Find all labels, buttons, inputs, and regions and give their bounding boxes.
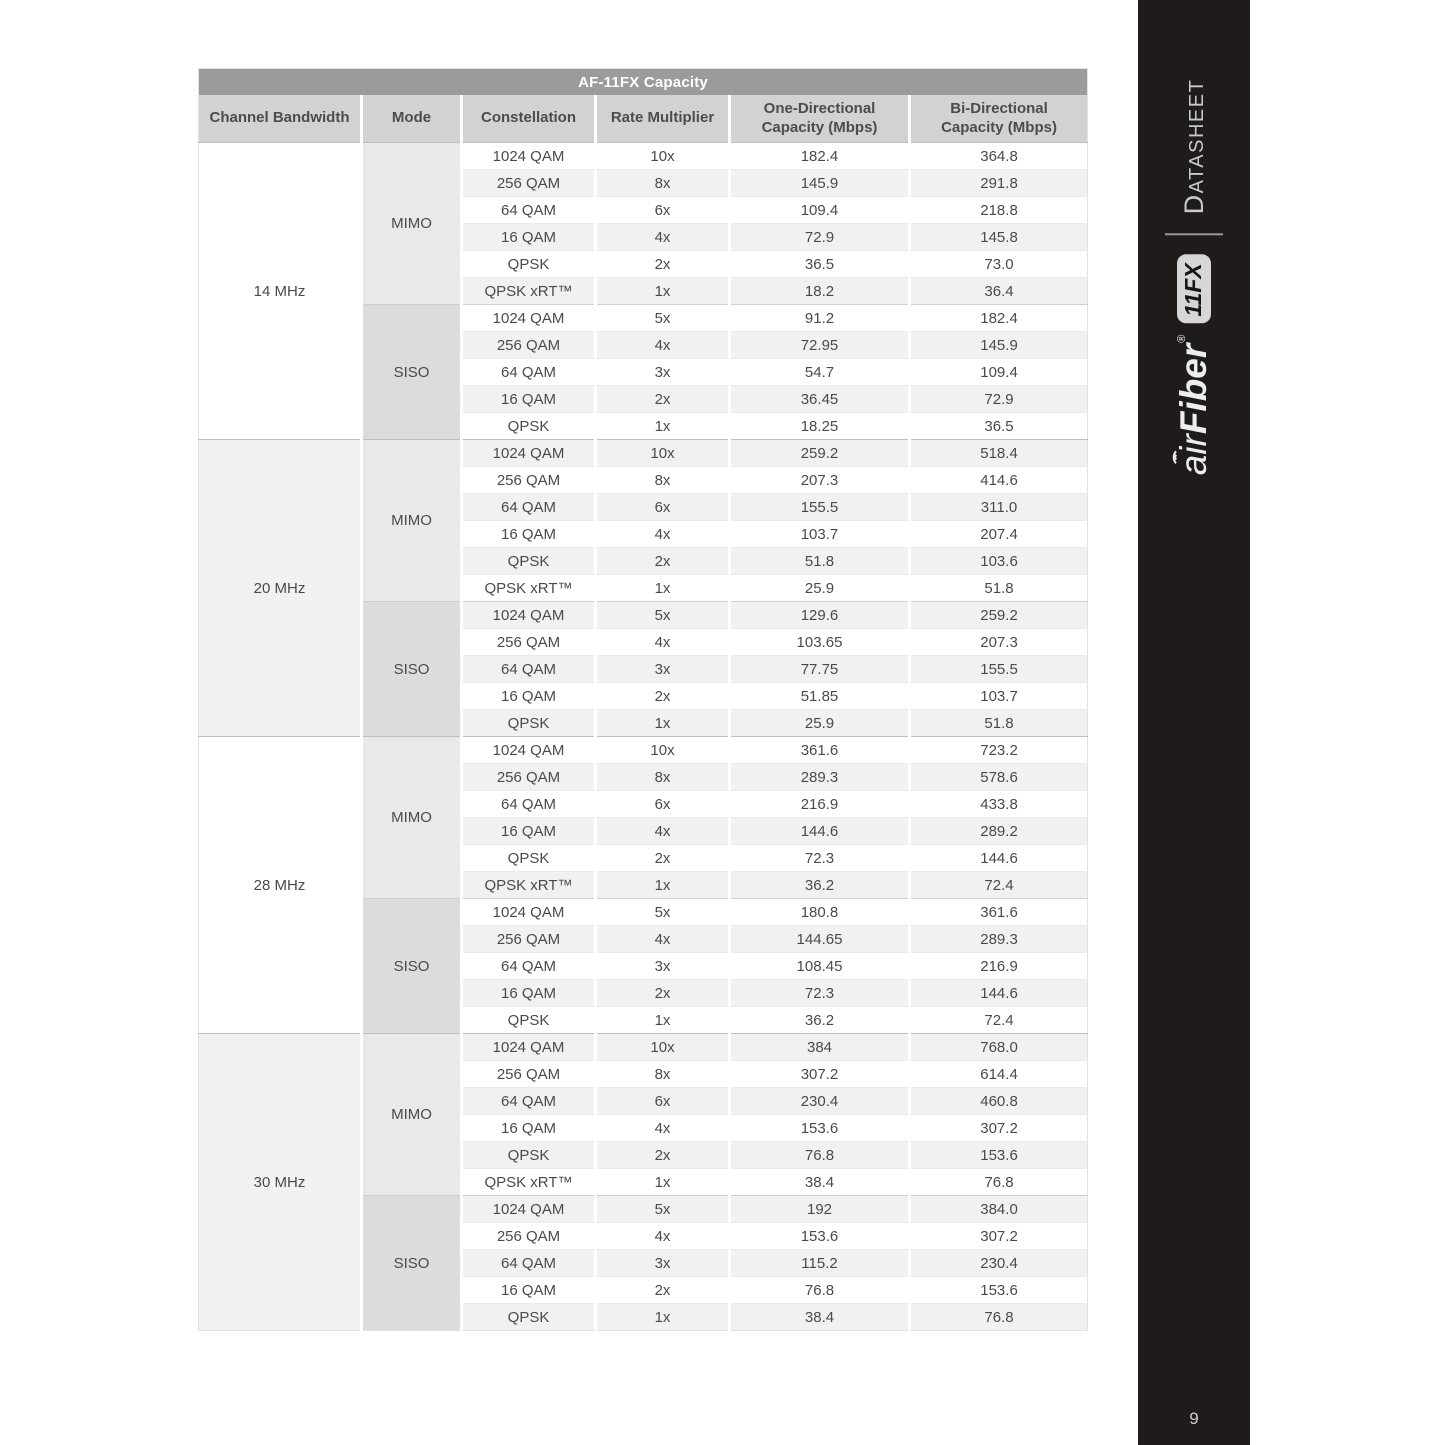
rate-multiplier-cell: 2x [596, 1277, 730, 1304]
constellation-cell: QPSK [462, 548, 596, 575]
one-directional-cell: 361.6 [730, 737, 910, 764]
rate-multiplier-cell: 2x [596, 683, 730, 710]
constellation-cell: QPSK [462, 710, 596, 737]
rate-multiplier-cell: 3x [596, 1250, 730, 1277]
bandwidth-cell: 14 MHz [199, 143, 362, 440]
rate-multiplier-cell: 1x [596, 1304, 730, 1331]
rate-multiplier-cell: 3x [596, 359, 730, 386]
bi-directional-cell: 207.4 [910, 521, 1088, 548]
rate-multiplier-cell: 6x [596, 791, 730, 818]
rate-multiplier-cell: 5x [596, 305, 730, 332]
constellation-cell: 256 QAM [462, 332, 596, 359]
rate-multiplier-cell: 3x [596, 953, 730, 980]
rate-multiplier-cell: 4x [596, 629, 730, 656]
constellation-cell: 256 QAM [462, 170, 596, 197]
constellation-cell: QPSK [462, 1142, 596, 1169]
col-header-rate-multiplier: Rate Multiplier [596, 95, 730, 143]
bi-directional-cell: 36.4 [910, 278, 1088, 305]
datasheet-label-rest: ATASHEET [1185, 78, 1208, 194]
one-directional-cell: 153.6 [730, 1223, 910, 1250]
capacity-table [198, 68, 1088, 1331]
rate-multiplier-cell: 10x [596, 440, 730, 467]
mode-cell: SISO [362, 1196, 462, 1331]
rate-multiplier-cell: 2x [596, 1142, 730, 1169]
col-header-bi-directional: Bi-Directional Capacity (Mbps) [910, 95, 1088, 143]
col-header-constellation: Constellation [462, 95, 596, 143]
sidebar-divider [1165, 233, 1223, 235]
rate-multiplier-cell: 1x [596, 575, 730, 602]
bi-directional-cell: 414.6 [910, 467, 1088, 494]
bi-directional-cell: 259.2 [910, 602, 1088, 629]
table-row [199, 143, 1088, 170]
one-directional-cell: 25.9 [730, 710, 910, 737]
constellation-cell: 64 QAM [462, 1250, 596, 1277]
one-directional-cell: 108.45 [730, 953, 910, 980]
rate-multiplier-cell: 1x [596, 710, 730, 737]
constellation-cell: 16 QAM [462, 1277, 596, 1304]
bi-directional-cell: 307.2 [910, 1223, 1088, 1250]
registered-mark: ® [1176, 334, 1188, 343]
bi-directional-cell: 72.9 [910, 386, 1088, 413]
one-directional-cell: 72.3 [730, 980, 910, 1007]
one-directional-cell: 216.9 [730, 791, 910, 818]
constellation-cell: QPSK [462, 845, 596, 872]
one-directional-cell: 25.9 [730, 575, 910, 602]
rate-multiplier-cell: 8x [596, 1061, 730, 1088]
rate-multiplier-cell: 6x [596, 197, 730, 224]
mode-cell: SISO [362, 602, 462, 737]
rate-multiplier-cell: 4x [596, 332, 730, 359]
rate-multiplier-cell: 2x [596, 386, 730, 413]
model-badge: 11FX [1177, 254, 1211, 323]
constellation-cell: QPSK xRT™ [462, 278, 596, 305]
constellation-cell: 64 QAM [462, 791, 596, 818]
one-directional-cell: 36.2 [730, 1007, 910, 1034]
bi-directional-cell: 578.6 [910, 764, 1088, 791]
one-directional-cell: 76.8 [730, 1277, 910, 1304]
col-header-mode: Mode [362, 95, 462, 143]
constellation-cell: 1024 QAM [462, 440, 596, 467]
datasheet-sidebar [1138, 0, 1250, 1445]
bi-directional-cell: 384.0 [910, 1196, 1088, 1223]
bi-directional-cell: 51.8 [910, 710, 1088, 737]
rate-multiplier-cell: 8x [596, 764, 730, 791]
constellation-cell: 1024 QAM [462, 899, 596, 926]
one-directional-cell: 180.8 [730, 899, 910, 926]
constellation-cell: QPSK [462, 1007, 596, 1034]
bi-directional-cell: 311.0 [910, 494, 1088, 521]
rate-multiplier-cell: 1x [596, 1007, 730, 1034]
one-directional-cell: 72.9 [730, 224, 910, 251]
rate-multiplier-cell: 1x [596, 872, 730, 899]
rate-multiplier-cell: 8x [596, 467, 730, 494]
constellation-cell: 256 QAM [462, 926, 596, 953]
bandwidth-cell: 20 MHz [199, 440, 362, 737]
bi-directional-cell: 103.7 [910, 683, 1088, 710]
bi-directional-cell: 73.0 [910, 251, 1088, 278]
one-directional-cell: 18.25 [730, 413, 910, 440]
rate-multiplier-cell: 4x [596, 521, 730, 548]
airfiber-logo-air [1173, 434, 1215, 475]
signal-arcs-icon [1165, 448, 1177, 466]
one-directional-cell: 153.6 [730, 1115, 910, 1142]
rate-multiplier-cell: 4x [596, 224, 730, 251]
constellation-cell: 256 QAM [462, 1061, 596, 1088]
constellation-cell: QPSK xRT™ [462, 575, 596, 602]
rate-multiplier-cell: 1x [596, 278, 730, 305]
one-directional-cell: 51.8 [730, 548, 910, 575]
bi-directional-cell: 144.6 [910, 845, 1088, 872]
constellation-cell: 64 QAM [462, 1088, 596, 1115]
constellation-cell: QPSK [462, 251, 596, 278]
constellation-cell: 64 QAM [462, 953, 596, 980]
bi-directional-cell: 614.4 [910, 1061, 1088, 1088]
bi-directional-cell: 723.2 [910, 737, 1088, 764]
rate-multiplier-cell: 1x [596, 1169, 730, 1196]
mode-cell: MIMO [362, 440, 462, 602]
one-directional-cell: 51.85 [730, 683, 910, 710]
mode-cell: MIMO [362, 737, 462, 899]
constellation-cell: 64 QAM [462, 359, 596, 386]
one-directional-cell: 77.75 [730, 656, 910, 683]
constellation-cell: 16 QAM [462, 521, 596, 548]
bi-directional-cell: 109.4 [910, 359, 1088, 386]
datasheet-label-initial: D [1178, 193, 1209, 215]
bi-directional-cell: 460.8 [910, 1088, 1088, 1115]
constellation-cell: 16 QAM [462, 224, 596, 251]
bi-directional-cell: 291.8 [910, 170, 1088, 197]
rate-multiplier-cell: 2x [596, 980, 730, 1007]
constellation-cell: 16 QAM [462, 683, 596, 710]
one-directional-cell: 103.7 [730, 521, 910, 548]
one-directional-cell: 109.4 [730, 197, 910, 224]
constellation-cell: QPSK [462, 413, 596, 440]
constellation-cell: QPSK [462, 1304, 596, 1331]
constellation-cell: 64 QAM [462, 197, 596, 224]
rate-multiplier-cell: 5x [596, 602, 730, 629]
one-directional-cell: 91.2 [730, 305, 910, 332]
one-directional-cell: 182.4 [730, 143, 910, 170]
bi-directional-cell: 153.6 [910, 1277, 1088, 1304]
bi-directional-cell: 36.5 [910, 413, 1088, 440]
constellation-cell: 256 QAM [462, 629, 596, 656]
one-directional-cell: 54.7 [730, 359, 910, 386]
bi-directional-cell: 182.4 [910, 305, 1088, 332]
mode-cell: SISO [362, 305, 462, 440]
table-row [199, 737, 1088, 764]
col-header-one-directional: One-Directional Capacity (Mbps) [730, 95, 910, 143]
bi-directional-cell: 155.5 [910, 656, 1088, 683]
rate-multiplier-cell: 1x [596, 413, 730, 440]
rate-multiplier-cell: 2x [596, 845, 730, 872]
mode-cell: SISO [362, 899, 462, 1034]
bi-directional-cell: 218.8 [910, 197, 1088, 224]
rate-multiplier-cell: 5x [596, 899, 730, 926]
one-directional-cell: 18.2 [730, 278, 910, 305]
one-directional-cell: 36.5 [730, 251, 910, 278]
table-row [199, 440, 1088, 467]
one-directional-cell: 36.2 [730, 872, 910, 899]
rate-multiplier-cell: 10x [596, 737, 730, 764]
constellation-cell: 64 QAM [462, 656, 596, 683]
bi-directional-cell: 230.4 [910, 1250, 1088, 1277]
one-directional-cell: 115.2 [730, 1250, 910, 1277]
airfiber-logo-air-text: air [1173, 434, 1214, 476]
rate-multiplier-cell: 6x [596, 494, 730, 521]
bi-directional-cell: 289.2 [910, 818, 1088, 845]
rate-multiplier-cell: 6x [596, 1088, 730, 1115]
bi-directional-cell: 216.9 [910, 953, 1088, 980]
bi-directional-cell: 307.2 [910, 1115, 1088, 1142]
airfiber-logo [1173, 254, 1215, 475]
one-directional-cell: 144.6 [730, 818, 910, 845]
bi-directional-cell: 72.4 [910, 872, 1088, 899]
bi-directional-cell: 103.6 [910, 548, 1088, 575]
one-directional-cell: 230.4 [730, 1088, 910, 1115]
rate-multiplier-cell: 8x [596, 170, 730, 197]
bi-directional-cell: 76.8 [910, 1169, 1088, 1196]
constellation-cell: QPSK xRT™ [462, 872, 596, 899]
one-directional-cell: 192 [730, 1196, 910, 1223]
sidebar-rotated-content [1165, 79, 1223, 476]
one-directional-cell: 384 [730, 1034, 910, 1061]
bi-directional-cell: 289.3 [910, 926, 1088, 953]
constellation-cell: QPSK xRT™ [462, 1169, 596, 1196]
table-header-row [199, 95, 1088, 143]
bandwidth-cell: 28 MHz [199, 737, 362, 1034]
bi-directional-cell: 72.4 [910, 1007, 1088, 1034]
constellation-cell: 1024 QAM [462, 602, 596, 629]
mode-cell: MIMO [362, 143, 462, 305]
one-directional-cell: 144.65 [730, 926, 910, 953]
one-directional-cell: 129.6 [730, 602, 910, 629]
table-title-row [199, 69, 1088, 96]
table-row [199, 1034, 1088, 1061]
datasheet-label [1179, 79, 1210, 215]
one-directional-cell: 289.3 [730, 764, 910, 791]
bi-directional-cell: 518.4 [910, 440, 1088, 467]
bi-directional-cell: 144.6 [910, 980, 1088, 1007]
one-directional-cell: 207.3 [730, 467, 910, 494]
constellation-cell: 1024 QAM [462, 143, 596, 170]
bandwidth-cell: 30 MHz [199, 1034, 362, 1331]
constellation-cell: 256 QAM [462, 764, 596, 791]
bi-directional-cell: 768.0 [910, 1034, 1088, 1061]
constellation-cell: 1024 QAM [462, 737, 596, 764]
rate-multiplier-cell: 3x [596, 656, 730, 683]
rate-multiplier-cell: 4x [596, 1115, 730, 1142]
airfiber-logo-fiber: Fiber [1173, 343, 1214, 435]
constellation-cell: 1024 QAM [462, 305, 596, 332]
bi-directional-cell: 433.8 [910, 791, 1088, 818]
bi-directional-cell: 76.8 [910, 1304, 1088, 1331]
one-directional-cell: 38.4 [730, 1169, 910, 1196]
constellation-cell: 1024 QAM [462, 1034, 596, 1061]
rate-multiplier-cell: 10x [596, 143, 730, 170]
bi-directional-cell: 145.9 [910, 332, 1088, 359]
constellation-cell: 16 QAM [462, 980, 596, 1007]
rate-multiplier-cell: 4x [596, 818, 730, 845]
one-directional-cell: 72.95 [730, 332, 910, 359]
bi-directional-cell: 145.8 [910, 224, 1088, 251]
constellation-cell: 1024 QAM [462, 1196, 596, 1223]
mode-cell: MIMO [362, 1034, 462, 1196]
one-directional-cell: 155.5 [730, 494, 910, 521]
capacity-table-body [199, 143, 1088, 1331]
rate-multiplier-cell: 2x [596, 251, 730, 278]
one-directional-cell: 307.2 [730, 1061, 910, 1088]
one-directional-cell: 38.4 [730, 1304, 910, 1331]
constellation-cell: 16 QAM [462, 1115, 596, 1142]
constellation-cell: 256 QAM [462, 467, 596, 494]
rate-multiplier-cell: 5x [596, 1196, 730, 1223]
one-directional-cell: 76.8 [730, 1142, 910, 1169]
one-directional-cell: 145.9 [730, 170, 910, 197]
rate-multiplier-cell: 4x [596, 926, 730, 953]
constellation-cell: 16 QAM [462, 818, 596, 845]
one-directional-cell: 72.3 [730, 845, 910, 872]
constellation-cell: 64 QAM [462, 494, 596, 521]
bi-directional-cell: 364.8 [910, 143, 1088, 170]
one-directional-cell: 103.65 [730, 629, 910, 656]
bi-directional-cell: 207.3 [910, 629, 1088, 656]
one-directional-cell: 36.45 [730, 386, 910, 413]
bi-directional-cell: 153.6 [910, 1142, 1088, 1169]
constellation-cell: 16 QAM [462, 386, 596, 413]
page-number: 9 [1189, 1409, 1199, 1428]
rate-multiplier-cell: 2x [596, 548, 730, 575]
rate-multiplier-cell: 4x [596, 1223, 730, 1250]
bi-directional-cell: 361.6 [910, 899, 1088, 926]
one-directional-cell: 259.2 [730, 440, 910, 467]
col-header-channel-bandwidth: Channel Bandwidth [199, 95, 362, 143]
bi-directional-cell: 51.8 [910, 575, 1088, 602]
rate-multiplier-cell: 10x [596, 1034, 730, 1061]
table-title: AF-11FX Capacity [199, 69, 1088, 96]
constellation-cell: 256 QAM [462, 1223, 596, 1250]
